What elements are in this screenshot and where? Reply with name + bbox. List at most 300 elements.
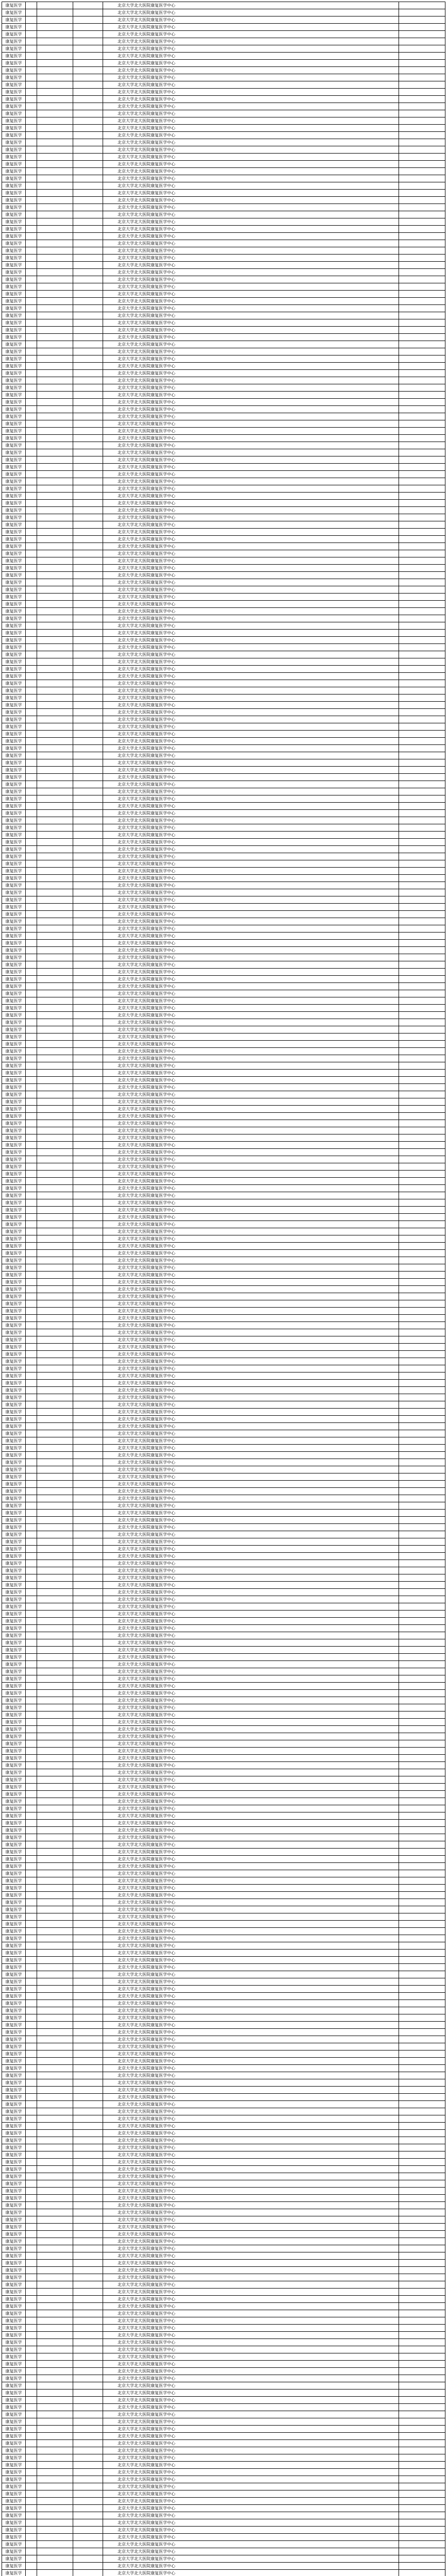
table-cell: 北京大学北大医院康复医学中心 [103, 853, 399, 860]
table-cell: 康复医学 [2, 1690, 26, 1697]
table-cell: 康复医学 [2, 1510, 26, 1517]
table-cell [37, 2087, 73, 2094]
table-cell [26, 832, 37, 839]
table-cell: 北京大学北大医院康复医学中心 [103, 1055, 399, 1062]
table-cell: 康复医学 [2, 1308, 26, 1315]
table-cell: 康复医学 [2, 81, 26, 89]
table-cell [399, 1423, 445, 1430]
table-cell: 康复医学 [2, 1841, 26, 1849]
table-cell [73, 2346, 103, 2353]
table-cell [73, 1055, 103, 1062]
table-cell [37, 204, 73, 211]
table-cell [399, 1805, 445, 1812]
table-cell [37, 377, 73, 384]
table-cell: 北京大学北大医院康复医学中心 [103, 860, 399, 868]
table-cell: 北京大学北大医院康复医学中心 [103, 1784, 399, 1791]
table-cell [73, 1019, 103, 1026]
table-row [2, 1812, 445, 1820]
table-cell: 北京大学北大医院康复医学中心 [103, 731, 399, 738]
table-cell: 康复医学 [2, 1574, 26, 1582]
table-cell [399, 1235, 445, 1243]
table-cell: 康复医学 [2, 2325, 26, 2332]
table-cell: 康复医学 [2, 1279, 26, 1286]
table-cell [37, 197, 73, 204]
table-cell [26, 384, 37, 392]
table-cell [399, 1654, 445, 1661]
table-cell [26, 2317, 37, 2325]
table-cell: 康复医学 [2, 96, 26, 103]
table-cell: 北京大学北大医院康复医学中心 [103, 572, 399, 579]
table-cell [399, 2397, 445, 2404]
table-row [2, 615, 445, 622]
table-cell: 北京大学北大医院康复医学中心 [103, 536, 399, 543]
table-cell: 康复医学 [2, 2260, 26, 2267]
table-cell [37, 2346, 73, 2353]
table-row [2, 1762, 445, 1769]
table-row [2, 1546, 445, 1553]
table-row [2, 1445, 445, 1452]
table-row [2, 2469, 445, 2476]
table-cell [37, 1841, 73, 1849]
table-cell [26, 2195, 37, 2202]
table-cell [37, 1120, 73, 1127]
table-cell: 北京大学北大医院康复医学中心 [103, 658, 399, 666]
table-row [2, 218, 445, 226]
table-cell [26, 2151, 37, 2159]
table-cell [73, 1885, 103, 1892]
table-cell [73, 2498, 103, 2505]
table-cell [26, 1957, 37, 1964]
table-cell [399, 1892, 445, 1899]
table-cell [73, 2195, 103, 2202]
table-cell [73, 1336, 103, 1344]
table-cell [26, 1877, 37, 1885]
table-cell [73, 413, 103, 420]
table-cell [37, 853, 73, 860]
table-cell [399, 1812, 445, 1820]
table-cell [26, 904, 37, 911]
table-row [2, 1567, 445, 1574]
table-cell [26, 1784, 37, 1791]
table-cell: 北京大学北大医院康复医学中心 [103, 1098, 399, 1106]
table-cell [73, 2353, 103, 2361]
table-cell: 康复医学 [2, 1711, 26, 1719]
table-cell: 康复医学 [2, 1625, 26, 1632]
table-cell [26, 38, 37, 45]
table-cell [37, 1394, 73, 1401]
table-cell [37, 615, 73, 622]
table-cell [399, 1625, 445, 1632]
table-cell: 康复医学 [2, 1885, 26, 1892]
table-cell: 康复医学 [2, 2159, 26, 2166]
table-cell: 康复医学 [2, 1784, 26, 1791]
table-cell [37, 334, 73, 341]
table-cell [26, 651, 37, 658]
table-cell: 康复医学 [2, 2281, 26, 2289]
table-cell [37, 1596, 73, 1603]
table-cell [73, 1452, 103, 1459]
table-cell: 康复医学 [2, 2433, 26, 2440]
table-cell: 康复医学 [2, 283, 26, 291]
table-cell [73, 355, 103, 363]
table-row [2, 687, 445, 694]
table-cell: 康复医学 [2, 226, 26, 233]
table-cell: 康复医学 [2, 2173, 26, 2180]
table-cell [37, 1279, 73, 1286]
table-row [2, 456, 445, 464]
table-cell [73, 961, 103, 969]
table-cell: 北京大学北大医院康复医学中心 [103, 2389, 399, 2397]
table-cell: 康复医学 [2, 579, 26, 586]
table-cell [37, 738, 73, 745]
table-cell [73, 658, 103, 666]
table-cell [26, 2498, 37, 2505]
table-cell [399, 2209, 445, 2216]
table-cell [73, 666, 103, 673]
table-cell [37, 2274, 73, 2281]
table-cell [26, 615, 37, 622]
table-cell: 北京大学北大医院康复医学中心 [103, 1625, 399, 1632]
table-cell [37, 658, 73, 666]
table-cell: 北京大学北大医院康复医学中心 [103, 723, 399, 731]
table-row [2, 161, 445, 168]
table-cell [73, 738, 103, 745]
table-row [2, 1019, 445, 1026]
table-cell [73, 1358, 103, 1365]
table-cell [399, 2289, 445, 2296]
table-row [2, 2094, 445, 2101]
table-cell: 北京大学北大医院康复医学中心 [103, 2426, 399, 2433]
table-cell: 北京大学北大医院康复医学中心 [103, 341, 399, 348]
table-cell [73, 817, 103, 824]
table-row [2, 637, 445, 644]
table-cell: 北京大学北大医院康复医学中心 [103, 2483, 399, 2490]
table-cell [73, 1639, 103, 1647]
table-cell [399, 1026, 445, 1033]
table-row [2, 45, 445, 53]
table-cell [399, 291, 445, 298]
table-cell [26, 1805, 37, 1812]
table-cell: 北京大学北大医院康复医学中心 [103, 1279, 399, 1286]
table-cell [399, 2050, 445, 2058]
table-cell [37, 406, 73, 413]
table-cell [399, 2368, 445, 2375]
table-row [2, 1560, 445, 1567]
table-cell [26, 1365, 37, 1372]
table-cell [73, 1546, 103, 1553]
table-cell: 康复医学 [2, 1221, 26, 1228]
table-cell [37, 1423, 73, 1430]
table-cell [26, 1315, 37, 1322]
table-cell [37, 413, 73, 420]
table-row [2, 1928, 445, 1935]
table-cell: 康复医学 [2, 1178, 26, 1185]
table-cell: 北京大学北大医院康复医学中心 [103, 1185, 399, 1192]
table-cell: 康复医学 [2, 702, 26, 709]
table-row [2, 1892, 445, 1899]
table-cell: 康复医学 [2, 1077, 26, 1084]
table-cell [26, 1430, 37, 1437]
table-cell [26, 1466, 37, 1473]
table-cell [73, 1365, 103, 1372]
table-cell: 康复医学 [2, 1647, 26, 1654]
table-cell [37, 521, 73, 529]
table-cell [37, 1827, 73, 1834]
table-cell [26, 363, 37, 370]
table-cell [26, 1625, 37, 1632]
table-row [2, 2498, 445, 2505]
table-cell [73, 1127, 103, 1134]
table-cell [26, 536, 37, 543]
table-cell [26, 2325, 37, 2332]
table-cell [399, 81, 445, 89]
table-cell: 北京大学北大医院康复医学中心 [103, 31, 399, 38]
table-cell [73, 1805, 103, 1812]
table-cell: 北京大学北大医院康复医学中心 [103, 687, 399, 694]
table-cell: 康复医学 [2, 1430, 26, 1437]
table-cell [73, 1199, 103, 1207]
table-cell [399, 1921, 445, 1928]
table-row [2, 1380, 445, 1387]
table-cell: 康复医学 [2, 1185, 26, 1192]
table-cell [37, 839, 73, 846]
table-cell [37, 1632, 73, 1639]
table-cell [73, 1372, 103, 1380]
table-cell: 北京大学北大医院康复医学中心 [103, 110, 399, 117]
table-cell [399, 1603, 445, 1611]
table-row [2, 2036, 445, 2043]
table-row [2, 442, 445, 449]
table-cell [73, 1538, 103, 1546]
table-cell [37, 2570, 73, 2576]
table-cell [26, 392, 37, 399]
table-cell [73, 319, 103, 327]
table-cell [399, 1495, 445, 1502]
table-cell: 康复医学 [2, 89, 26, 96]
table-cell: 康复医学 [2, 1538, 26, 1546]
table-cell [399, 2375, 445, 2382]
table-cell [37, 2498, 73, 2505]
table-cell: 北京大学北大医院康复医学中心 [103, 2411, 399, 2418]
table-cell [73, 2137, 103, 2144]
table-cell [73, 1401, 103, 1409]
table-cell [73, 377, 103, 384]
table-row [2, 2296, 445, 2303]
table-cell: 北京大学北大医院康复医学中心 [103, 485, 399, 493]
table-cell [73, 298, 103, 305]
table-cell [26, 637, 37, 644]
table-cell [37, 1495, 73, 1502]
table-cell [26, 2555, 37, 2563]
table-cell: 康复医学 [2, 2411, 26, 2418]
table-cell [37, 2166, 73, 2173]
table-cell: 康复医学 [2, 2209, 26, 2216]
table-cell [37, 2303, 73, 2310]
table-row [2, 565, 445, 572]
table-cell: 北京大学北大医院康复医学中心 [103, 2267, 399, 2274]
table-cell: 康复医学 [2, 644, 26, 651]
table-cell [26, 2130, 37, 2137]
table-row [2, 1971, 445, 1978]
table-cell [73, 1849, 103, 1856]
table-cell [73, 2541, 103, 2548]
table-cell: 北京大学北大医院康复医学中心 [103, 644, 399, 651]
table-cell: 康复医学 [2, 2123, 26, 2130]
table-row [2, 947, 445, 954]
table-row [2, 485, 445, 493]
table-cell: 北京大学北大医院康复医学中心 [103, 514, 399, 521]
table-cell [37, 2548, 73, 2555]
table-cell [73, 493, 103, 500]
table-cell [26, 117, 37, 125]
table-row [2, 132, 445, 139]
table-cell: 北京大学北大医院康复医学中心 [103, 168, 399, 175]
table-cell: 北京大学北大医院康复医学中心 [103, 154, 399, 161]
table-cell [26, 889, 37, 896]
table-cell [399, 110, 445, 117]
table-cell [37, 1293, 73, 1300]
table-cell [37, 175, 73, 182]
table-row [2, 2483, 445, 2490]
table-cell [26, 89, 37, 96]
table-cell: 康复医学 [2, 1048, 26, 1055]
table-cell: 康复医学 [2, 2252, 26, 2260]
table-cell [26, 925, 37, 933]
table-cell [37, 1019, 73, 1026]
table-cell [73, 1632, 103, 1639]
table-row [2, 1921, 445, 1928]
table-cell [73, 1510, 103, 1517]
table-cell [26, 1870, 37, 1877]
table-cell [73, 1416, 103, 1423]
table-cell [26, 716, 37, 723]
table-row [2, 2325, 445, 2332]
table-cell: 康复医学 [2, 2094, 26, 2101]
table-cell: 康复医学 [2, 1264, 26, 1272]
table-cell [399, 2310, 445, 2317]
table-cell [26, 976, 37, 983]
table-cell [73, 2433, 103, 2440]
table-cell [26, 276, 37, 283]
table-cell [37, 1437, 73, 1445]
table-cell [73, 2389, 103, 2397]
table-cell: 康复医学 [2, 1344, 26, 1351]
table-cell [73, 1300, 103, 1308]
table-cell: 北京大学北大医院康复医学中心 [103, 363, 399, 370]
table-cell [399, 1639, 445, 1647]
table-cell: 北京大学北大医院康复医学中心 [103, 312, 399, 319]
table-row [2, 154, 445, 161]
table-cell [73, 74, 103, 81]
table-row [2, 767, 445, 774]
table-cell [399, 1762, 445, 1769]
table-cell [399, 1849, 445, 1856]
table-cell [399, 2216, 445, 2224]
table-cell [73, 276, 103, 283]
table-cell [399, 889, 445, 896]
table-cell [37, 1812, 73, 1820]
table-cell: 康复医学 [2, 933, 26, 940]
table-cell [37, 731, 73, 738]
table-row [2, 1149, 445, 1156]
table-row [2, 2433, 445, 2440]
table-cell [26, 1077, 37, 1084]
table-row [2, 745, 445, 752]
table-cell: 康复医学 [2, 377, 26, 384]
table-cell [399, 355, 445, 363]
table-cell: 北京大学北大医院康复医学中心 [103, 1041, 399, 1048]
table-cell [26, 2534, 37, 2541]
table-cell: 北京大学北大医院康复医学中心 [103, 1546, 399, 1553]
table-row [2, 146, 445, 154]
table-cell [26, 947, 37, 954]
table-cell [399, 1163, 445, 1171]
table-cell [26, 1950, 37, 1957]
table-cell [37, 146, 73, 154]
table-cell: 北京大学北大医院康复医学中心 [103, 2512, 399, 2519]
table-cell [26, 1546, 37, 1553]
table-cell [399, 1416, 445, 1423]
table-cell: 康复医学 [2, 1683, 26, 1690]
table-cell [26, 175, 37, 182]
table-cell: 康复医学 [2, 1055, 26, 1062]
table-cell [37, 2469, 73, 2476]
table-cell [37, 1899, 73, 1906]
table-cell [73, 1921, 103, 1928]
table-cell [37, 2267, 73, 2274]
table-row [2, 1877, 445, 1885]
table-cell: 北京大学北大医院康复医学中心 [103, 1473, 399, 1481]
table-cell [73, 442, 103, 449]
table-cell: 北京大学北大医院康复医学中心 [103, 2123, 399, 2130]
table-cell [37, 31, 73, 38]
table-cell: 康复医学 [2, 2202, 26, 2209]
table-cell [399, 298, 445, 305]
table-cell: 康复医学 [2, 1921, 26, 1928]
table-row [2, 817, 445, 824]
table-row [2, 1661, 445, 1668]
table-cell [399, 1877, 445, 1885]
table-cell [37, 882, 73, 889]
table-cell: 北京大学北大医院康复医学中心 [103, 1372, 399, 1380]
table-cell [399, 1986, 445, 1993]
table-cell [399, 1647, 445, 1654]
table-cell [73, 1704, 103, 1711]
table-cell [399, 2087, 445, 2094]
table-cell: 北京大学北大医院康复医学中心 [103, 2050, 399, 2058]
table-cell [73, 125, 103, 132]
table-cell [37, 666, 73, 673]
table-cell [399, 1372, 445, 1380]
table-cell [73, 81, 103, 89]
table-cell [37, 1993, 73, 2000]
table-cell: 康复医学 [2, 723, 26, 731]
table-cell [73, 283, 103, 291]
table-cell [73, 1062, 103, 1070]
table-cell [37, 1531, 73, 1538]
table-cell [37, 132, 73, 139]
table-cell [73, 45, 103, 53]
table-cell: 北京大学北大医院康复医学中心 [103, 2036, 399, 2043]
table-cell [73, 1986, 103, 1993]
table-row [2, 2159, 445, 2166]
table-cell [399, 940, 445, 947]
table-cell [399, 1401, 445, 1409]
table-row [2, 896, 445, 904]
table-cell [26, 464, 37, 471]
table-cell [37, 2130, 73, 2137]
table-row [2, 1820, 445, 1827]
